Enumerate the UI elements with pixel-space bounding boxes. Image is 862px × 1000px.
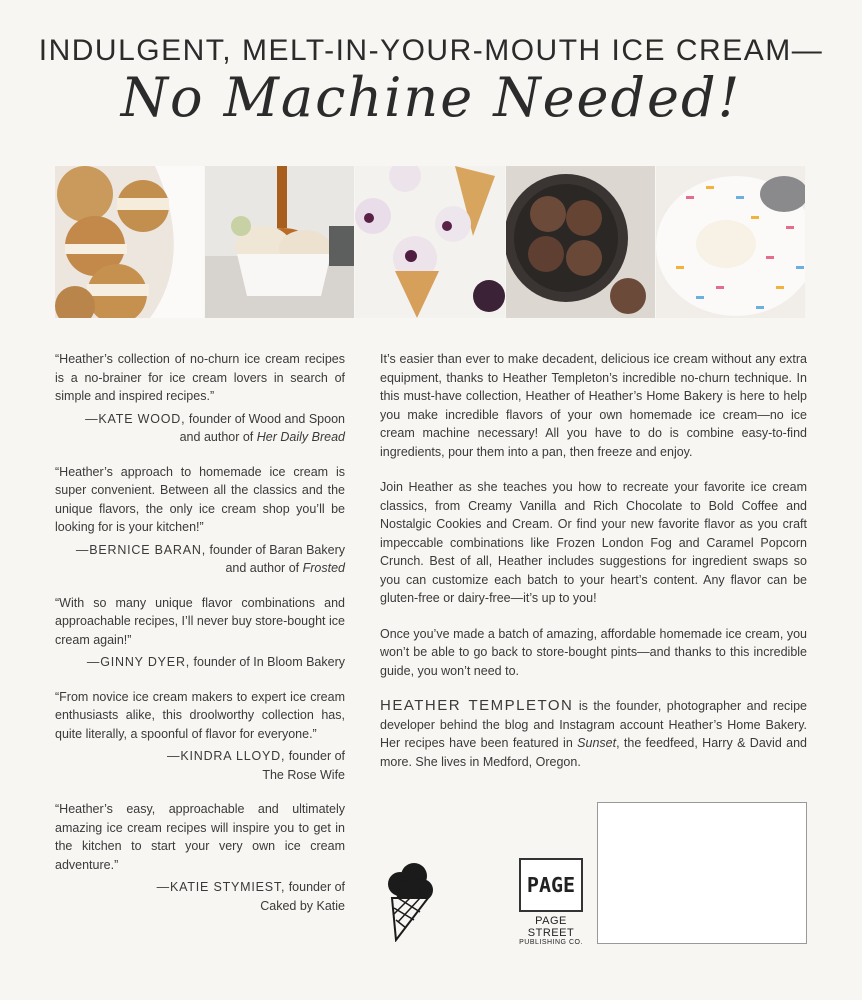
ice-cream-cones-photo (355, 166, 504, 318)
testimonial-affiliation: founder of In Bloom Bakery (190, 655, 345, 669)
description-paragraph: Join Heather as she teaches you how to recreate your favorite ice cream classics, from Creamy Vanilla and Rich Chocolate to Bold Coffee and Nostalgic Cookies and Cream. Or find your new favorite flavor as you craft impeccable combinations like Frozen London Fog and Caramel Popcorn Crunch. Best of all, Heather includes suggestions for ingredient swaps so you can customize each batch to your heart’s content. Any flavor can be gluten-free or dairy-free—it’s up to you! (380, 480, 807, 605)
testimonial-role: Caked by Katie (260, 898, 345, 913)
testimonial-book-title: Frosted (302, 561, 345, 575)
description-paragraph: It’s easier than ever to make decadent, delicious ice cream without any extra equipment, thanks to Heather Templeton’s incredible no-churn technique. In this must-have collection, Heather of Heather’s Home Bakery is here to help you make incredible flavors of your own homemade ice cream—no ice cream machine necessary! All you have to do is combine easy-to-find ingredients, pour them into a pan, then freeze and enjoy. (380, 352, 807, 459)
testimonial-attribution (55, 878, 345, 915)
publisher-mark: PAGE (519, 858, 583, 912)
testimonial-affiliation: founder of (285, 880, 345, 894)
testimonial-attribution (55, 747, 345, 784)
testimonial-quote: “From novice ice cream makers to expert ice cream enthusiasts alike, this droolworthy collection has, quite literally, a spoonful of flavor for everyone.” (55, 689, 345, 741)
testimonial-attribution (55, 653, 345, 672)
testimonial-affiliation: founder of Wood and Spoon (185, 411, 345, 426)
testimonial-attribution (55, 541, 345, 578)
testimonial-quote: “Heather’s easy, approachable and ultimately amazing ice cream recipes will inspire you to get in the kitchen to start your very own ice cream adventure.” (55, 802, 345, 872)
author-bio-text: is the founder, photographer and recipe developer behind the blog and Instagram account Heather’s Home Bakery. Her recipes have been featured in (380, 699, 807, 750)
testimonial-role: and author of (179, 430, 257, 444)
sprinkle-ice-cream-photo (656, 166, 805, 318)
publisher-logo (518, 858, 584, 946)
testimonial-affiliation: founder of Baran Bakery (206, 542, 345, 557)
ice-cream-sandwich-photo (55, 166, 204, 318)
testimonial-author: —GINNY DYER, (86, 655, 191, 669)
testimonial-author: —KATE WOOD, (85, 411, 186, 426)
headline: INDULGENT, MELT-IN-YOUR-MOUTH ICE CREAM— (38, 34, 824, 67)
testimonial-attribution (55, 410, 345, 447)
author-name: HEATHER TEMPLETON (380, 697, 574, 714)
author-bio-publication: Sunset (577, 736, 617, 750)
chocolate-ice-cream-pan-photo (506, 166, 655, 318)
ice-cream-cone-icon (384, 862, 434, 942)
publisher-subname: PUBLISHING CO. (519, 939, 583, 946)
description-column (380, 350, 807, 788)
description-paragraph: Once you’ve made a batch of amazing, affordable homemade ice cream, you won’t be able to go back to store-bought pints—and thanks to this incredible guide, you won’t need to. (380, 626, 807, 678)
caramel-ice-cream-bowl-photo (205, 166, 354, 318)
testimonial-author: —KINDRA LLOYD, (167, 749, 286, 763)
testimonial-quote: “Heather’s collection of no-churn ice cream recipes is a no-brainer for ice cream lovers in search of simple and inspired recipes.” (55, 352, 345, 403)
testimonial-book-title: Her Daily Bread (256, 430, 345, 444)
testimonial-role: The Rose Wife (262, 767, 345, 782)
testimonial-quote: “With so many unique flavor combinations and approachable recipes, I’ll never buy store-bought ice cream again!” (55, 595, 345, 647)
publisher-name: PAGE STREET (527, 915, 575, 939)
testimonial-role: and author of (225, 561, 303, 575)
testimonial-author: —KATIE STYMIEST, (156, 880, 286, 894)
testimonial-affiliation: founder of (285, 749, 345, 763)
testimonials-column (55, 350, 345, 931)
testimonial-quote: “Heather’s approach to homemade ice cream is super convenient. Between all the classics and the unique flavors, the only ice cream shop you’ll be looking for is your kitchen!” (55, 464, 345, 534)
testimonial-author: —BERNICE BARAN, (75, 542, 207, 557)
barcode-area (597, 802, 807, 944)
author-bio (380, 697, 807, 771)
script-subheadline: No Machine Needed! (120, 66, 742, 129)
author-bio-text: , the feedfeed, Harry & David and more. She lives in Medford, Oregon. (380, 736, 807, 769)
photo-strip (55, 166, 805, 318)
